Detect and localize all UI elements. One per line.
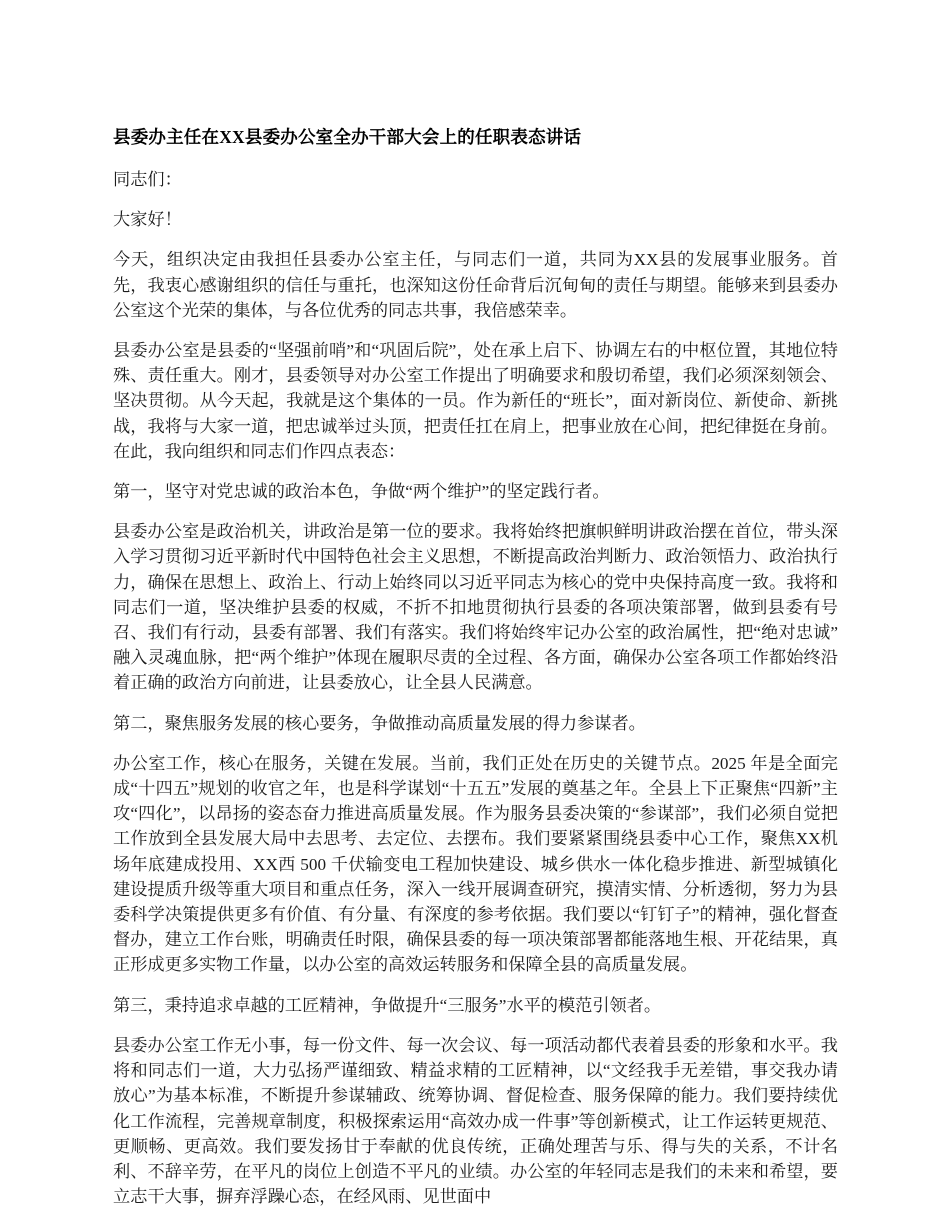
greeting-line: 大家好！ (113, 210, 182, 230)
body-paragraph: 县委办公室是政治机关，讲政治是第一位的要求。我将始终把旗帜鲜明讲政治摆在首位，带头深入学习贯彻习近平新时代中国特色社会主义思想，不断提高政治判断力、政治领悟力、政治执行力，确保在思想上、政治上、行动上始终同以习近平同志为核心的党中央保持高度一致。我将和同志们一道，坚决维护县委的权威，不折不扣地贯彻执行县委的各项决策部署，做到县委有号召、我们有行动，县委有部署、我们有落实。我们将始终牢记办公室的政治属性，把“绝对忠诚”融入灵魂血脉，把“两个维护”体现在履职尽责的全过程、各方面，确保办公室各项工作都始终沿着正确的政治方向前进，让县委放心，让全县人民满意。 (113, 522, 838, 693)
page-title: 县委办主任在XX县委办公室全办干部大会上的任职表态讲话 (113, 127, 582, 147)
document-body (113, 167, 838, 1209)
salutation-line: 同志们： (113, 170, 182, 189)
body-paragraph: 办公室工作，核心在服务，关键在发展。当前，我们正处在历史的关键节点。2025 年是全面完成“十四五”规划的收官之年，也是科学谋划“十五五”发展的奠基之年。全县上下正聚焦“四新”主攻“四化”，以昂扬的姿态奋力推进高质量发展。作为服务县委决策的“参谋部”，我们必须自觉把工作放到全县发展大局中去思考、去定位、去摆布。我们要紧紧围绕县委中心工作，聚焦XX机场年底建成投用、XX西 500 千伏输变电工程加快建设、城乡供水一体化稳步推进、新型城镇化建设提质升级等重大项目和重点任务，深入一线开展调查研究，摸清实情、分析透彻，努力为县委科学决策提供更多有价值、有分量、有深度的参考依据。我们要以“钉钉子”的精神，强化督查督办，建立工作台账，明确责任时限，确保县委的每一项决策部署都能落地生根、开花结果，真正形成更多实物工作量，以办公室的高效运转服务和保障全县的高质量发展。 (113, 753, 839, 975)
body-paragraph: 今天，组织决定由我担任县委办公室主任，与同志们一道，共同为XX县的发展事业服务。首先，我衷心感谢组织的信任与重托，也深知这份任命背后沉甸甸的责任与期望。能够来到县委办公室这个光荣的集体，与各位优秀的同志共事，我倍感荣幸。 (113, 250, 838, 320)
body-paragraph: 县委办公室是县委的“坚强前哨”和“巩固后院”，处在承上启下、协调左右的中枢位置，其地位特殊、责任重大。刚才，县委领导对办公室工作提出了明确要求和殷切希望，我们必须深刻领会、坚决贯彻。从今天起，我就是这个集体的一员。作为新任的“班长”，面对新岗位、新使命、新挑战，我将与大家一道，把忠诚举过头顶，把责任扛在肩上，把事业放在心间，把纪律挺在身前。在此，我向组织和同志们作四点表态： (113, 341, 838, 461)
section-heading: 第二，聚焦服务发展的核心要务，争做推动高质量发展的得力参谋者。 (113, 713, 646, 733)
section-heading: 第一，坚守对党忠诚的政治本色，争做“两个维护”的坚定践行者。 (113, 482, 610, 502)
section-heading: 第三，秉持追求卓越的工匠精神，争做提升“三服务”水平的模范引领者。 (113, 995, 662, 1015)
body-paragraph: 县委办公室工作无小事，每一份文件、每一次会议、每一项活动都代表着县委的形象和水平。我将和同志们一道，大力弘扬严谨细致、精益求精的工匠精神，以“文经我手无差错，事交我办请放心”为基本标准，不断提升参谋辅政、统筹协调、督促检查、服务保障的能力。我们要持续优化工作流程，完善规章制度，积极探索运用“高效办成一件事”等创新模式，让工作运转更规范、更顺畅、更高效。我们要发扬甘于奉献的优良传统，正确处理苦与乐、得与失的关系，不计名利、不辞辛劳，在平凡的岗位上创造不平凡的业绩。办公室的年轻同志是我们的未来和希望，要立志干大事，摒弃浮躁心态，在经风雨、见世面中 (113, 1035, 838, 1207)
